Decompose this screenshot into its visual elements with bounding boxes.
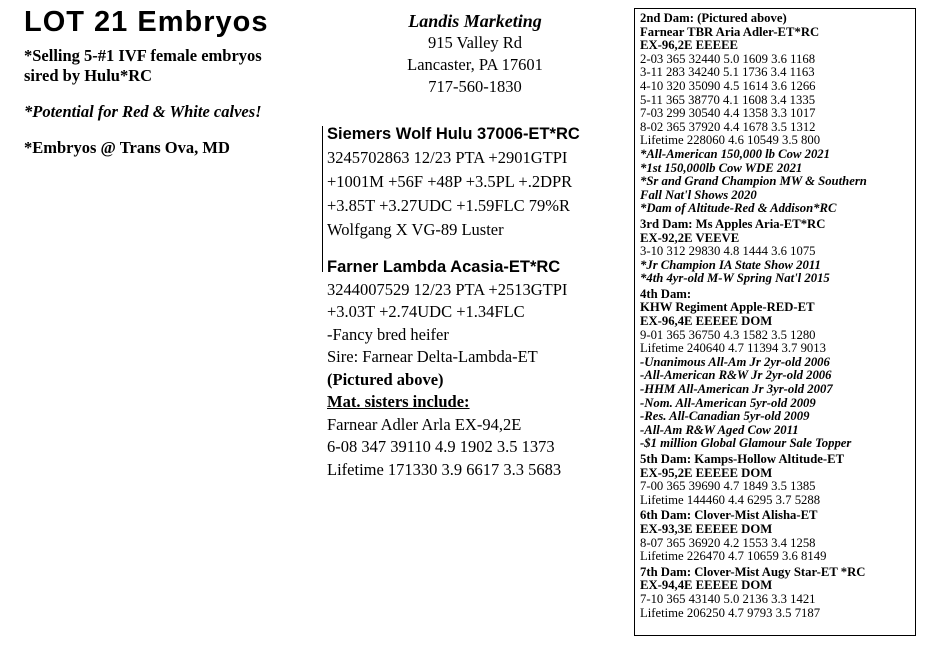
marketing-phone: 717-560-1830	[428, 77, 522, 96]
pedigree-heading: KHW Regiment Apple-RED-ET	[640, 300, 815, 315]
pedigree-heading: EX-93,3E EEEEE DOM	[640, 521, 773, 536]
pedigree-record: 8-02 365 37920 4.4 1678 3.5 1312	[640, 119, 816, 134]
lot-title: LOT 21 Embryos	[24, 6, 269, 38]
pedigree-section	[640, 288, 909, 451]
sire-name: Siemers Wolf Hulu 37006-ET*RC	[327, 125, 580, 143]
sire-line-3: +3.85T +3.27UDC +1.59FLC 79%R	[327, 196, 571, 215]
pedigree-honor: -Res. All-Canadian 5yr-old 2009	[640, 409, 810, 424]
pedigree-heading: 7th Dam: Clover-Mist Augy Star-ET *RC	[640, 564, 866, 579]
dam-line-1: 3244007529 12/23 PTA +2513GTPI	[327, 279, 568, 299]
pedigree-record: 8-07 365 36920 4.2 1553 3.4 1258	[640, 535, 816, 550]
pedigree-section	[640, 509, 909, 563]
pedigree-record: 3-10 312 29830 4.8 1444 3.6 1075	[640, 244, 816, 259]
sire-line-2: +1001M +56F +48P +3.5PL +.2DPR	[327, 172, 573, 191]
pedigree-record: Lifetime 206250 4.7 9793 3.5 7187	[640, 605, 821, 620]
mat-sisters-heading: Mat. sisters include:	[327, 392, 470, 411]
marketing-street: 915 Valley Rd	[427, 33, 523, 52]
embryo-location: *Embryos @ Trans Ova, MD	[24, 138, 230, 157]
pedigree-heading: EX-95,2E EEEEE DOM	[640, 465, 773, 480]
pedigree-honor: -Unanimous All-Am Jr 2yr-old 2006	[640, 354, 830, 369]
marketing-city: Lancaster, PA 17601	[407, 55, 543, 74]
pedigree-honor: *Sr and Grand Champion MW & Southern	[640, 174, 867, 189]
pedigree-record: 9-01 365 36750 4.3 1582 3.5 1280	[640, 327, 816, 342]
pedigree-honor: -All-Am R&W Aged Cow 2011	[640, 422, 799, 437]
pedigree-heading: EX-92,2E VEEVE	[640, 230, 740, 245]
pedigree-honor: -HHM All-American Jr 3yr-old 2007	[640, 382, 833, 397]
dam-block	[327, 256, 627, 481]
pedigree-record: 3-11 283 34240 5.1 1736 3.4 1163	[640, 65, 815, 80]
pedigree-record: 2-03 365 32440 5.0 1609 3.6 1168	[640, 51, 816, 66]
pedigree-box	[634, 8, 916, 636]
dam-line-4: Sire: Farnear Delta-Lambda-ET	[327, 347, 538, 366]
lot-summary	[24, 46, 316, 158]
sire-block	[327, 122, 627, 242]
pedigree-heading: 2nd Dam: (Pictured above)	[640, 11, 787, 25]
pedigree-section	[640, 453, 909, 507]
pedigree-heading: 3rd Dam: Ms Apples Aria-ET*RC	[640, 216, 826, 231]
dam-name: Farner Lambda Acasia-ET*RC	[327, 258, 561, 276]
dam-line-3: -Fancy bred heifer	[327, 324, 449, 344]
sire-divider	[322, 126, 323, 272]
pedigree-honor: *4th 4yr-old M-W Spring Nat'l 2015	[640, 271, 830, 286]
pedigree-record: Lifetime 144460 4.4 6295 3.7 5288	[640, 492, 821, 507]
red-white-potential: *Potential for Red & White calves!	[24, 102, 262, 121]
sire-line: sired by Hulu*RC	[24, 66, 153, 85]
dam-line-2: +3.03T +2.74UDC +1.34FLC	[327, 302, 525, 321]
pedigree-heading: EX-94,4E EEEEE DOM	[640, 578, 773, 593]
dam-pictured-note: (Pictured above)	[327, 369, 444, 389]
sire-line-4: Wolfgang X VG-89 Luster	[327, 220, 504, 239]
embryo-count-line: *Selling 5-#1 IVF female embryos	[24, 46, 262, 65]
pedigree-heading: 6th Dam: Clover-Mist Alisha-ET	[640, 508, 818, 523]
pedigree-heading: Farnear TBR Aria Adler-ET*RC	[640, 24, 820, 39]
pedigree-record: 7-03 299 30540 4.4 1358 3.3 1017	[640, 106, 816, 121]
pedigree-record: 7-10 365 43140 5.0 2136 3.3 1421	[640, 591, 816, 606]
pedigree-record: 7-00 365 39690 4.7 1849 3.5 1385	[640, 479, 816, 494]
pedigree-honor: -Nom. All-American 5yr-old 2009	[640, 395, 816, 410]
pedigree-honor: *All-American 150,000 lb Cow 2021	[640, 146, 830, 161]
pedigree-section	[640, 566, 909, 620]
pedigree-record: Lifetime 226470 4.7 10659 3.6 8149	[640, 549, 827, 564]
pedigree-heading: 5th Dam: Kamps-Hollow Altitude-ET	[640, 452, 845, 466]
pedigree-record: 4-10 320 35090 4.5 1614 3.6 1266	[640, 78, 816, 93]
pedigree-section	[640, 12, 909, 216]
sister-line-1: Farnear Adler Arla EX-94,2E	[327, 414, 522, 434]
sister-line-3: Lifetime 171330 3.9 6617 3.3 5683	[327, 459, 562, 479]
pedigree-honor: Fall Nat'l Shows 2020	[640, 187, 757, 202]
pedigree-record: 5-11 365 38770 4.1 1608 3.4 1335	[640, 92, 816, 107]
pedigree-honor: *Jr Champion IA State Show 2011	[640, 257, 821, 272]
pedigree-heading: EX-96,4E EEEEE DOM	[640, 314, 773, 329]
pedigree-record: Lifetime 228060 4.6 10549 3.5 800	[640, 133, 821, 148]
pedigree-heading: 4th Dam:	[640, 286, 692, 301]
pedigree-honor: *1st 150,000lb Cow WDE 2021	[640, 160, 803, 175]
sire-line-1: 3245702863 12/23 PTA +2901GTPI	[327, 148, 568, 167]
pedigree-record: Lifetime 240640 4.7 11394 3.7 9013	[640, 341, 826, 356]
pedigree-honor: -$1 million Global Glamour Sale Topper	[640, 436, 852, 451]
pedigree-heading: EX-96,2E EEEEE	[640, 38, 738, 53]
pedigree-honor: *Dam of Altitude-Red & Addison*RC	[640, 201, 837, 216]
pedigree-section	[640, 218, 909, 286]
marketing-name: Landis Marketing	[408, 11, 542, 31]
marketing-header	[370, 10, 580, 98]
sister-line-2: 6-08 347 39110 4.9 1902 3.5 1373	[327, 437, 555, 456]
pedigree-honor: -All-American R&W Jr 2yr-old 2006	[640, 368, 832, 383]
